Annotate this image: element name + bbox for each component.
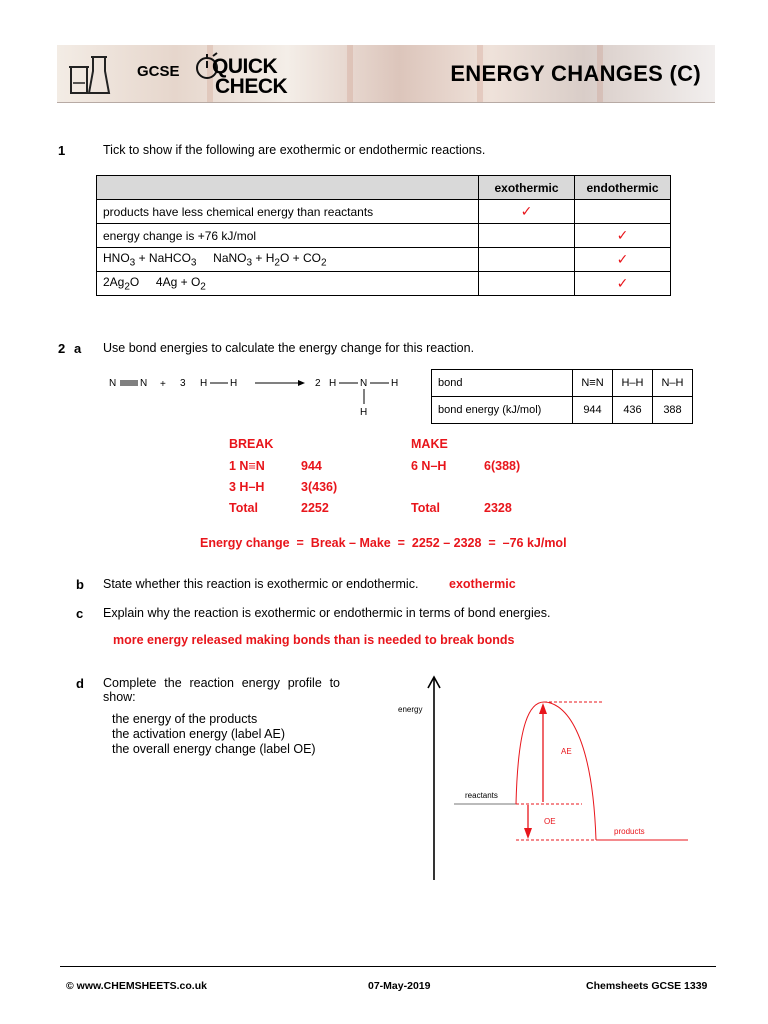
break-value-1: 944 xyxy=(301,459,322,473)
question-2a-prompt: Use bond energies to calculate the energy change for this reaction. xyxy=(103,341,475,355)
part-a-label: a xyxy=(74,341,82,356)
reactants-label: reactants xyxy=(465,791,498,800)
n2-atom-2: N xyxy=(140,378,148,389)
break-total-label: Total xyxy=(229,501,258,515)
exothermic-cell[interactable] xyxy=(479,272,575,296)
oe-arrowhead-icon xyxy=(524,828,532,839)
table-row xyxy=(97,248,671,272)
page-title: ENERGY CHANGES (C) xyxy=(450,61,701,86)
row-label: products have less chemical energy than reactants xyxy=(97,200,479,224)
make-total-label: Total xyxy=(411,501,440,515)
question-2d-prompt-line2: show: xyxy=(103,690,136,704)
products-label: products xyxy=(614,827,645,836)
nh3-h-left: H xyxy=(329,378,337,389)
footer-code: Chemsheets GCSE 1339 xyxy=(586,980,708,992)
coefficient-3: 3 xyxy=(180,378,186,389)
footer-date: 07-May-2019 xyxy=(368,980,431,992)
coefficient-2: 2 xyxy=(315,378,321,389)
endothermic-cell[interactable] xyxy=(575,224,671,248)
question-2c-prompt: Explain why the reaction is exothermic or endothermic in terms of bond energies. xyxy=(103,606,551,620)
oe-label: OE xyxy=(544,817,556,826)
ae-arrowhead-icon xyxy=(539,703,547,714)
question-1-prompt: Tick to show if the following are exothermic or endothermic reactions. xyxy=(103,143,486,157)
bond-table-cell: N≡N xyxy=(573,370,613,397)
make-value-1: 6(388) xyxy=(484,459,521,473)
energy-change-result: Energy change = Break – Make = 2252 – 2328 = –76 kJ/mol xyxy=(200,536,567,550)
header-endothermic: endothermic xyxy=(575,176,671,200)
bond-table-cell: 944 xyxy=(573,397,613,424)
part-c-label: c xyxy=(76,606,84,621)
header-banner xyxy=(57,45,715,103)
part-d-label: d xyxy=(76,676,84,691)
bond-table-cell: N–H xyxy=(653,370,693,397)
make-total: 2328 xyxy=(484,501,512,515)
n2-atom-1: N xyxy=(109,378,117,389)
h2-atom-1: H xyxy=(200,378,208,389)
question-1-number: 1 xyxy=(58,143,66,158)
h2-atom-2: H xyxy=(230,378,238,389)
footer-divider xyxy=(60,966,716,967)
logo-gcse-text: GCSE xyxy=(137,63,180,80)
footer-copyright: © www.CHEMSHEETS.co.uk xyxy=(66,980,207,992)
reaction-type-table xyxy=(96,175,671,296)
bullet-item: the overall energy change (label OE) xyxy=(112,742,316,756)
bond-energy-table xyxy=(431,369,693,424)
bond-table-cell: bond xyxy=(432,370,573,397)
question-2d-prompt-line1: Complete the reaction energy profile to xyxy=(103,676,340,690)
nh3-h-right: H xyxy=(391,378,399,389)
table-header-blank xyxy=(97,176,479,200)
break-total: 2252 xyxy=(301,501,329,515)
tick-mark: ✓ xyxy=(616,227,629,243)
break-value-2: 3(436) xyxy=(301,480,338,494)
answer-2b: exothermic xyxy=(449,577,516,591)
table-row xyxy=(97,224,671,248)
endothermic-cell[interactable] xyxy=(575,200,671,224)
question-2-number: 2 xyxy=(58,341,66,356)
logo-quick-text: QUICK xyxy=(212,55,278,78)
energy-profile-diagram xyxy=(392,672,702,884)
break-bond-1: 1 N≡N xyxy=(229,459,265,473)
reaction-arrow-icon xyxy=(298,380,305,386)
energy-axis-label: energy xyxy=(398,705,423,714)
bullet-item: the activation energy (label AE) xyxy=(112,727,286,741)
tick-mark: ✓ xyxy=(616,251,629,267)
bond-table-cell: 436 xyxy=(613,397,653,424)
header-exothermic: exothermic xyxy=(479,176,575,200)
bullet-item: the energy of the products xyxy=(112,712,258,726)
make-bond-1: 6 N–H xyxy=(411,459,447,473)
part-b-label: b xyxy=(76,577,84,592)
nh3-n-atom: N xyxy=(360,378,368,389)
bond-table-cell: H–H xyxy=(613,370,653,397)
bond-table-cell: bond energy (kJ/mol) xyxy=(432,397,573,424)
endothermic-cell[interactable] xyxy=(575,248,671,272)
break-bond-2: 3 H–H xyxy=(229,480,265,494)
table-row xyxy=(97,272,671,296)
exothermic-cell[interactable] xyxy=(479,248,575,272)
tick-mark: ✓ xyxy=(520,203,533,219)
exothermic-cell[interactable] xyxy=(479,224,575,248)
plus-sign: + xyxy=(160,379,166,390)
question-2b-prompt: State whether this reaction is exothermic or endothermic. xyxy=(103,577,419,591)
ae-label: AE xyxy=(561,747,572,756)
table-row xyxy=(97,200,671,224)
lab-glassware-icon xyxy=(65,49,113,99)
answer-2c: more energy released making bonds than is needed to break bonds xyxy=(113,633,515,647)
break-heading: BREAK xyxy=(229,437,274,451)
row-label: $HNO_3$ + NaHCO$_3$ NaNO$_3$ + $H_2O + CO_2$ xyxy=(97,248,479,272)
nh3-h-bottom: H xyxy=(360,407,368,418)
tick-mark: ✓ xyxy=(616,275,629,291)
reaction-equation-diagram xyxy=(105,372,405,418)
row-label: $2Ag_2O$ $4Ag + O_2$ xyxy=(97,272,479,296)
bond-table-cell: 388 xyxy=(653,397,693,424)
make-heading: MAKE xyxy=(411,437,448,451)
endothermic-cell[interactable] xyxy=(575,272,671,296)
logo-check-text: CHECK xyxy=(215,75,288,98)
row-label: energy change is +76 kJ/mol xyxy=(97,224,479,248)
exothermic-cell[interactable] xyxy=(479,200,575,224)
